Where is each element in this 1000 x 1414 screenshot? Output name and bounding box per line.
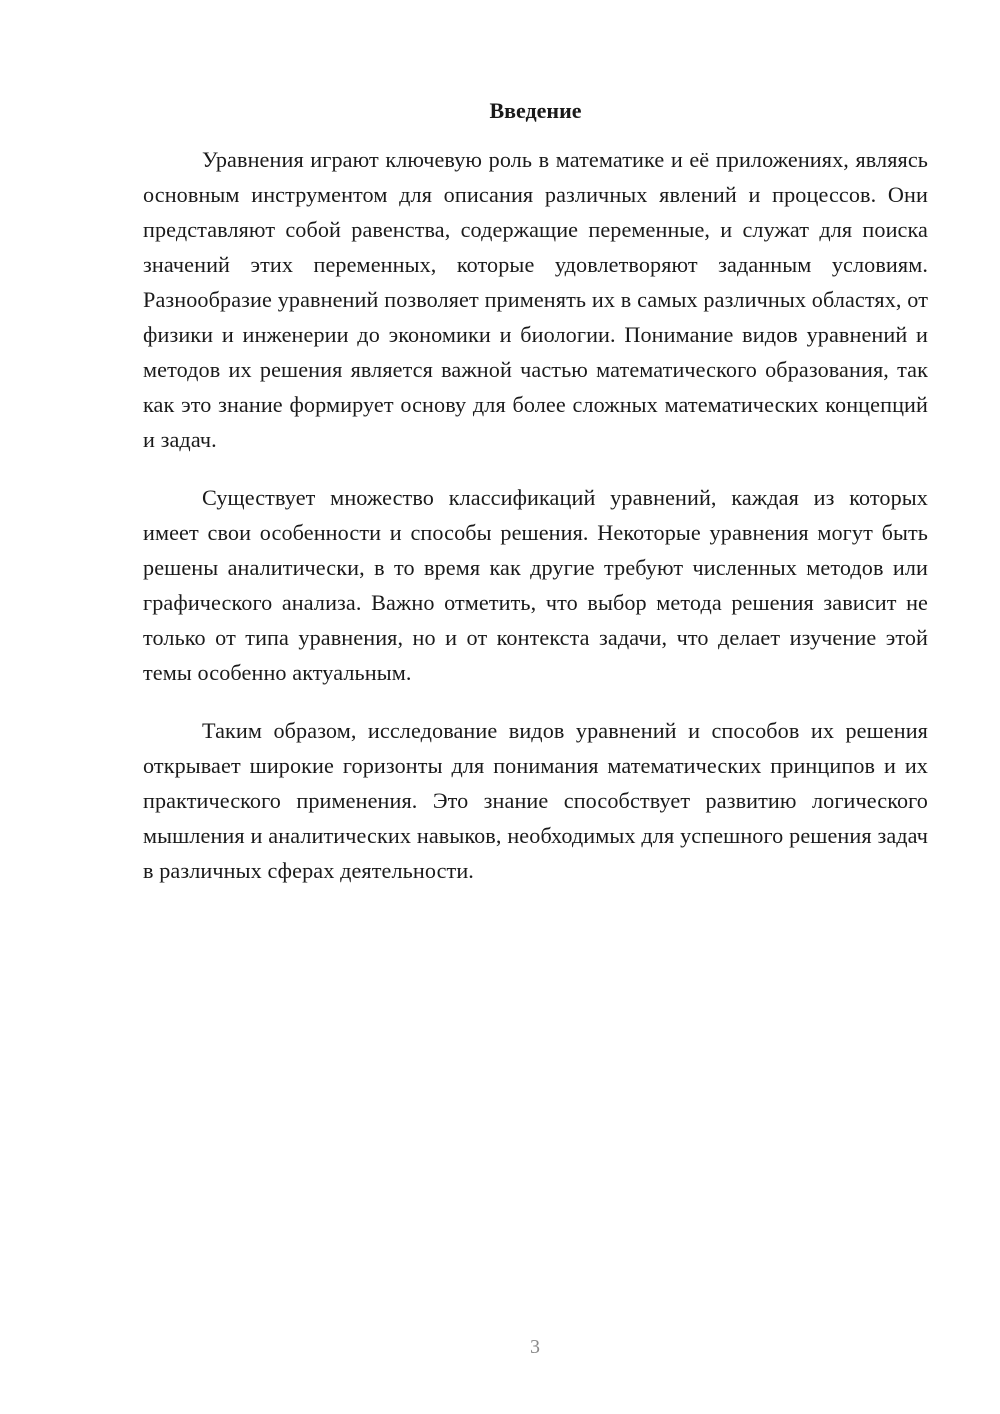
section-title: Введение [489, 98, 582, 123]
paragraph-1: Уравнения играют ключевую роль в математике и её приложениях, являясь основным инструментом для описания различных явлений и процессов. Они представляют собой равенства, содержащие переменные, и служат для поиска значений этих переменных, которые удовлетворяют заданным условиям. Разнообразие уравнений позволяет применять их в самых различных областях, от физики и инженерии до экономики и биологии. Понимание видов уравнений и методов их решения является важной частью математического образования, так как это знание формирует основу для более сложных математических концепций и задач. [143, 147, 928, 452]
page-number: 3 [530, 1336, 540, 1358]
paragraph-3: Таким образом, исследование видов уравнений и способов их решения открывает широкие горизонты для понимания математических принципов и их практического применения. Это знание способствует развитию логического мышления и аналитических навыков, необходимых для успешного решения задач в различных сферах деятельности. [143, 718, 928, 883]
section-body [143, 142, 928, 911]
paragraph-2: Существует множество классификаций уравнений, каждая из которых имеет свои особенности и способы решения. Некоторые уравнения могут быть решены аналитически, в то время как другие требуют численных методов или графического анализа. Важно отметить, что выбор метода решения зависит не только от типа уравнения, но и от контекста задачи, что делает изучение этой темы особенно актуальным. [143, 485, 928, 685]
